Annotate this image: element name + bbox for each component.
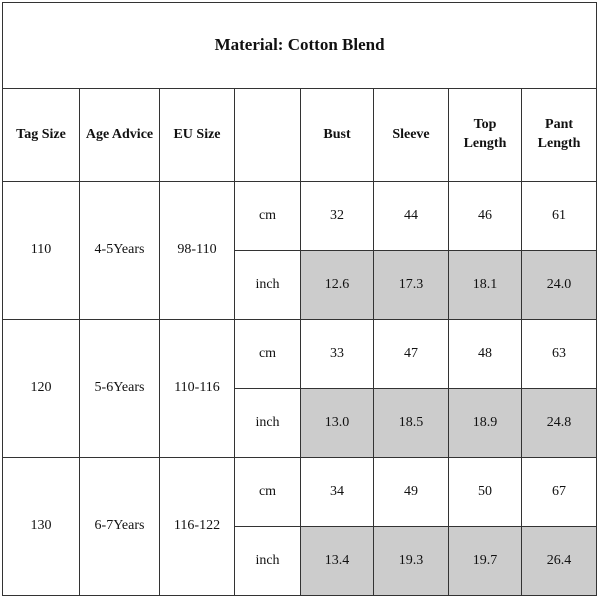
top-length-cell: 18.9 xyxy=(449,389,522,458)
header-sleeve: Sleeve xyxy=(374,89,449,182)
size-table xyxy=(2,2,597,596)
eu-size-cell: 110-116 xyxy=(160,320,235,458)
sleeve-cell: 49 xyxy=(374,458,449,527)
header-bust: Bust xyxy=(301,89,374,182)
tag-size-cell: 130 xyxy=(3,458,80,596)
header-unit xyxy=(235,89,301,182)
header-row xyxy=(3,89,597,182)
pant-length-cell: 61 xyxy=(522,182,597,251)
tag-size-cell: 110 xyxy=(3,182,80,320)
table-row xyxy=(3,458,597,527)
unit-cell: cm xyxy=(235,458,301,527)
header-eu-size: EU Size xyxy=(160,89,235,182)
header-pant-length-line1: Pant xyxy=(545,117,574,133)
bust-cell: 12.6 xyxy=(301,251,374,320)
table-row xyxy=(3,320,597,389)
pant-length-cell: 24.8 xyxy=(522,389,597,458)
top-length-cell: 18.1 xyxy=(449,251,522,320)
pant-length-cell: 24.0 xyxy=(522,251,597,320)
age-advice-cell: 4-5Years xyxy=(80,182,160,320)
unit-cell: inch xyxy=(235,389,301,458)
top-length-cell: 50 xyxy=(449,458,522,527)
unit-cell: cm xyxy=(235,182,301,251)
unit-cell: inch xyxy=(235,251,301,320)
header-top-length-line2: Length xyxy=(463,136,507,151)
age-advice-cell: 6-7Years xyxy=(80,458,160,596)
sleeve-cell: 18.5 xyxy=(374,389,449,458)
unit-cell: cm xyxy=(235,320,301,389)
size-chart xyxy=(2,2,596,596)
bust-cell: 34 xyxy=(301,458,374,527)
pant-length-cell: 67 xyxy=(522,458,597,527)
bust-cell: 13.0 xyxy=(301,389,374,458)
table-row xyxy=(3,182,597,251)
tag-size-cell: 120 xyxy=(3,320,80,458)
header-tag-size: Tag Size xyxy=(3,89,80,182)
pant-length-cell: 26.4 xyxy=(522,527,597,596)
sleeve-cell: 44 xyxy=(374,182,449,251)
sleeve-cell: 17.3 xyxy=(374,251,449,320)
top-length-cell: 46 xyxy=(449,182,522,251)
top-length-cell: 19.7 xyxy=(449,527,522,596)
header-pant-length-line2: Length xyxy=(537,136,581,151)
header-top-length-line1: Top xyxy=(473,117,497,133)
table-title: Material: Cotton Blend xyxy=(3,3,597,89)
header-top-length xyxy=(449,89,522,182)
header-age-advice: Age Advice xyxy=(80,89,160,182)
header-pant-length xyxy=(522,89,597,182)
top-length-cell: 48 xyxy=(449,320,522,389)
sleeve-cell: 19.3 xyxy=(374,527,449,596)
bust-cell: 13.4 xyxy=(301,527,374,596)
age-advice-cell: 5-6Years xyxy=(80,320,160,458)
pant-length-cell: 63 xyxy=(522,320,597,389)
bust-cell: 33 xyxy=(301,320,374,389)
eu-size-cell: 116-122 xyxy=(160,458,235,596)
unit-cell: inch xyxy=(235,527,301,596)
bust-cell: 32 xyxy=(301,182,374,251)
sleeve-cell: 47 xyxy=(374,320,449,389)
eu-size-cell: 98-110 xyxy=(160,182,235,320)
